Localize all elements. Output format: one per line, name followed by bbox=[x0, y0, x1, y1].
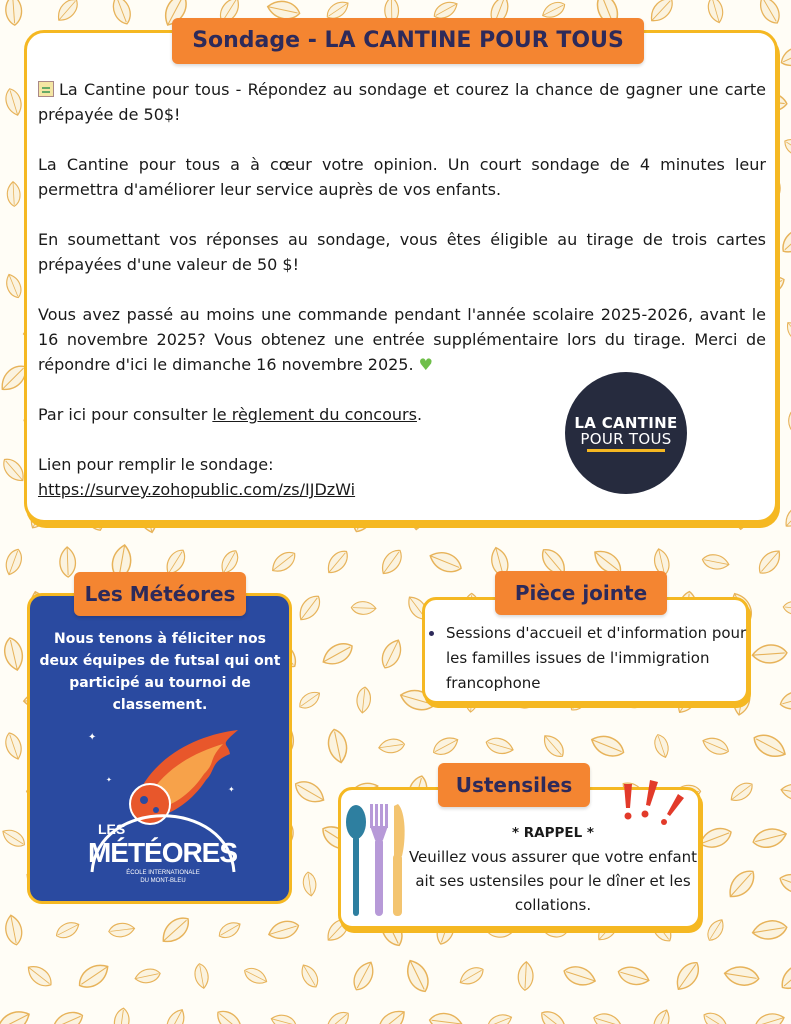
svg-text:✦: ✦ bbox=[106, 776, 112, 784]
survey-paragraph-1: La Cantine pour tous a à cœur votre opinion. Un court sondage de 4 minutes leur permettra d'améliorer leur service auprès de vos enfants. bbox=[38, 155, 766, 199]
svg-text:✦: ✦ bbox=[88, 732, 97, 743]
rules-suffix: . bbox=[416, 405, 423, 424]
rules-prefix: Par ici pour consulter bbox=[38, 405, 213, 424]
knife-icon bbox=[393, 804, 405, 916]
rules-link[interactable]: le règlement du concours bbox=[212, 405, 417, 424]
cantine-logo bbox=[565, 372, 687, 494]
meteor-icon bbox=[130, 730, 238, 824]
exclamation-icon bbox=[612, 776, 692, 826]
fork-icon bbox=[370, 804, 388, 916]
meteores-title: Les Météores bbox=[74, 572, 246, 616]
survey-paragraph-3-text: Vous avez passé au moins une commande pendant l'année scolaire 2025-2026, avant le 16 novembre 2025? Vous obtenez une entrée supplémentaire lors du tirage. Merci de répondre d'ici le dimanche 16 novembre 2025. bbox=[38, 305, 766, 374]
memo-icon bbox=[38, 81, 54, 97]
logo-underline bbox=[587, 449, 665, 452]
green-heart-icon: ♥ bbox=[418, 355, 433, 374]
utensils-illustration bbox=[342, 800, 412, 918]
utensils-reminder: * RAPPEL * bbox=[512, 825, 594, 841]
survey-paragraph-3 bbox=[38, 302, 766, 377]
survey-url-link[interactable]: https://survey.zohopublic.com/zs/IJDzWi bbox=[38, 480, 356, 499]
utensils-title: Ustensiles bbox=[438, 763, 590, 807]
attachment-title: Pièce jointe bbox=[495, 571, 667, 615]
attachment-item[interactable]: Sessions d'accueil et d'information pour les familles issues de l'immigration francophone bbox=[427, 621, 747, 696]
utensils-message: Veuillez vous assurer que votre enfant ait ses ustensiles pour le dîner et les collations. bbox=[408, 848, 698, 914]
logo-meteores-name: MÉTÉORES bbox=[88, 837, 238, 868]
logo-school: ÉCOLE INTERNATIONALE bbox=[126, 870, 200, 876]
attachment-list bbox=[427, 621, 747, 696]
logo-les: LES bbox=[98, 821, 126, 837]
logo-line-1: LA CANTINE bbox=[574, 414, 678, 432]
svg-text:✦: ✦ bbox=[228, 785, 235, 794]
utensils-text-block bbox=[408, 821, 698, 917]
survey-title: Sondage - LA CANTINE POUR TOUS bbox=[172, 18, 644, 64]
meteores-logo bbox=[78, 722, 248, 892]
survey-intro-text: La Cantine pour tous - Répondez au sondage et courez la chance de gagner une carte prépayée de 50$! bbox=[38, 80, 766, 124]
logo-school-2: DU MONT-BLEU bbox=[140, 878, 186, 884]
meteores-text: Nous tenons à féliciter nos deux équipes de futsal qui ont participé au tournoi de classement. bbox=[39, 631, 281, 713]
spoon-icon bbox=[346, 805, 366, 916]
survey-intro bbox=[38, 77, 766, 127]
survey-link-label: Lien pour remplir le sondage: bbox=[38, 455, 274, 474]
logo-line-2: POUR TOUS bbox=[580, 430, 672, 448]
survey-paragraph-2: En soumettant vos réponses au sondage, vous êtes éligible au tirage de trois cartes prépayées d'une valeur de 50 $! bbox=[38, 230, 766, 274]
